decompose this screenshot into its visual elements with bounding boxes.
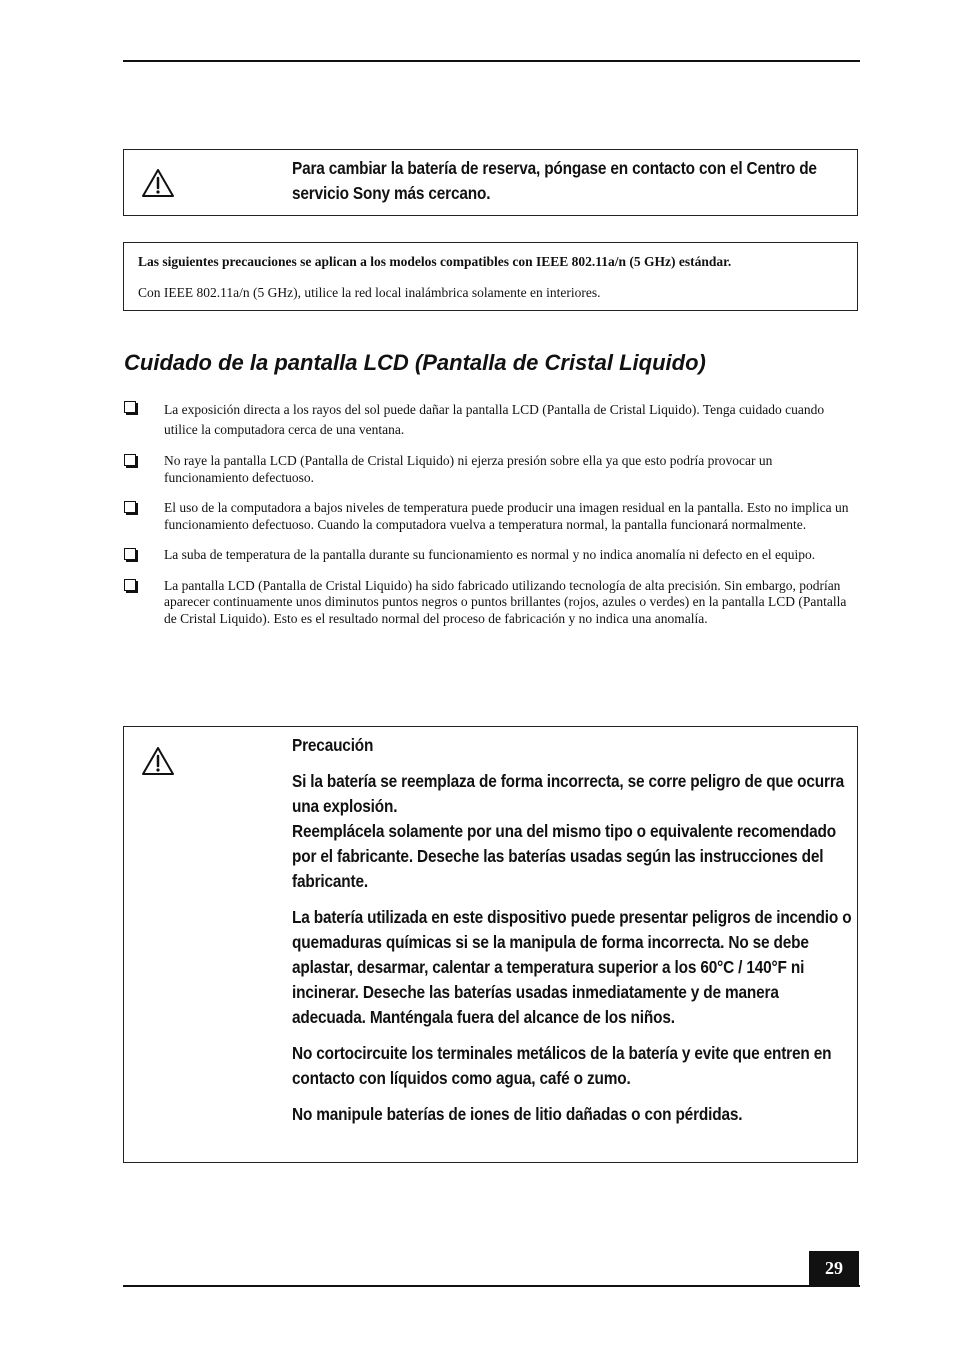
reserve-battery-warning-text: Para cambiar la batería de reserva, póngase en contacto con el Centro de servicio Sony más cercano.: [292, 158, 817, 203]
battery-caution-box: [123, 726, 858, 1163]
list-item-text: No raye la pantalla LCD (Pantalla de Cristal Liquido) ni ejerza presión sobre ella ya que esto podría provocar un funcionamiento defectuoso.: [164, 453, 773, 485]
list-item-text: La pantalla LCD (Pantalla de Cristal Liquido) ha sido fabricado utilizando tecnología de alta precisión. Sin embargo, podrían aparecer continuamente unos diminutos puntos negros o puntos brillantes (rojos, azules o verdes) en la pantalla LCD (Pantalla de Cristal Liquido). Esto es el resultado normal del proceso de fabricación y no indica una anomalía.: [164, 577, 847, 626]
caution-fire-text: La batería utilizada en este dispositivo puede presentar peligros de incendio o quemaduras químicas si se la manipula de forma incorrecta. No se debe aplastar, desarmar, calentar a temperatura superior a los 60°C / 140°F ni incinerar. Deseche las baterías usadas inmediatamente y de manera adecuada. Manténgala fuera del alcance de los niños.: [292, 907, 852, 1027]
reserve-battery-warning-box: [123, 149, 858, 216]
list-item-text: El uso de la computadora a bajos niveles de temperatura puede producir una imagen residual en la pantalla. Esto no implica un funcionamiento defectuoso. Cuando la computadora vuelva a temperatura normal, la pantalla funcionará normalmente.: [164, 500, 849, 532]
list-item: [123, 500, 860, 533]
caution-damaged-text: No manipule baterías de iones de litio dañadas o con pérdidas.: [292, 1104, 743, 1124]
list-item-text: La suba de temperatura de la pantalla durante su funcionamiento es normal y no indica anomalía ni defecto en el equipo.: [164, 547, 816, 562]
caution-shortcircuit-text: No cortocircuite los terminales metálicos de la batería y evite que entren en contacto con líquidos como agua, café o zumo.: [292, 1043, 832, 1088]
list-item: [123, 578, 860, 628]
lcd-care-list: [123, 400, 860, 641]
top-rule: [123, 60, 860, 62]
caution-paragraph: [292, 769, 855, 894]
checkbox-bullet-icon: [124, 501, 136, 513]
checkbox-bullet-icon: [124, 548, 136, 560]
checkbox-bullet-icon: [124, 454, 136, 466]
wifi-precaution-body: Con IEEE 802.11a/n (5 GHz), utilice la red local inalámbrica solamente en interiores.: [138, 285, 601, 300]
caution-explosion-text: Si la batería se reemplaza de forma incorrecta, se corre peligro de que ocurra una explosión.: [292, 771, 845, 816]
wifi-precaution-box: [123, 242, 858, 311]
caution-title: Precaución: [292, 735, 374, 755]
list-item: [123, 453, 860, 486]
list-item-text: La exposición directa a los rayos del sol puede dañar la pantalla LCD (Pantalla de Cristal Liquido). Tenga cuidado cuando utilice la computadora cerca de una ventana.: [164, 402, 825, 437]
warning-triangle-icon: [140, 745, 176, 777]
list-item: [123, 547, 860, 564]
checkbox-bullet-icon: [124, 401, 136, 413]
page-number: 29: [809, 1251, 859, 1286]
caution-replace-text: Reemplácela solamente por una del mismo tipo o equivalente recomendado por el fabricante. Deseche las baterías usadas según las instrucciones del fabricante.: [292, 821, 836, 891]
section-heading: Cuidado de la pantalla LCD (Pantalla de Cristal Liquido): [124, 350, 706, 375]
bottom-rule: [123, 1285, 860, 1287]
list-item: [123, 400, 860, 439]
checkbox-bullet-icon: [124, 579, 136, 591]
warning-triangle-icon: [140, 167, 176, 199]
wifi-precaution-title: Las siguientes precauciones se aplican a los modelos compatibles con IEEE 802.11a/n (5 GHz) estándar.: [138, 254, 732, 269]
caution-content: [292, 733, 853, 1138]
